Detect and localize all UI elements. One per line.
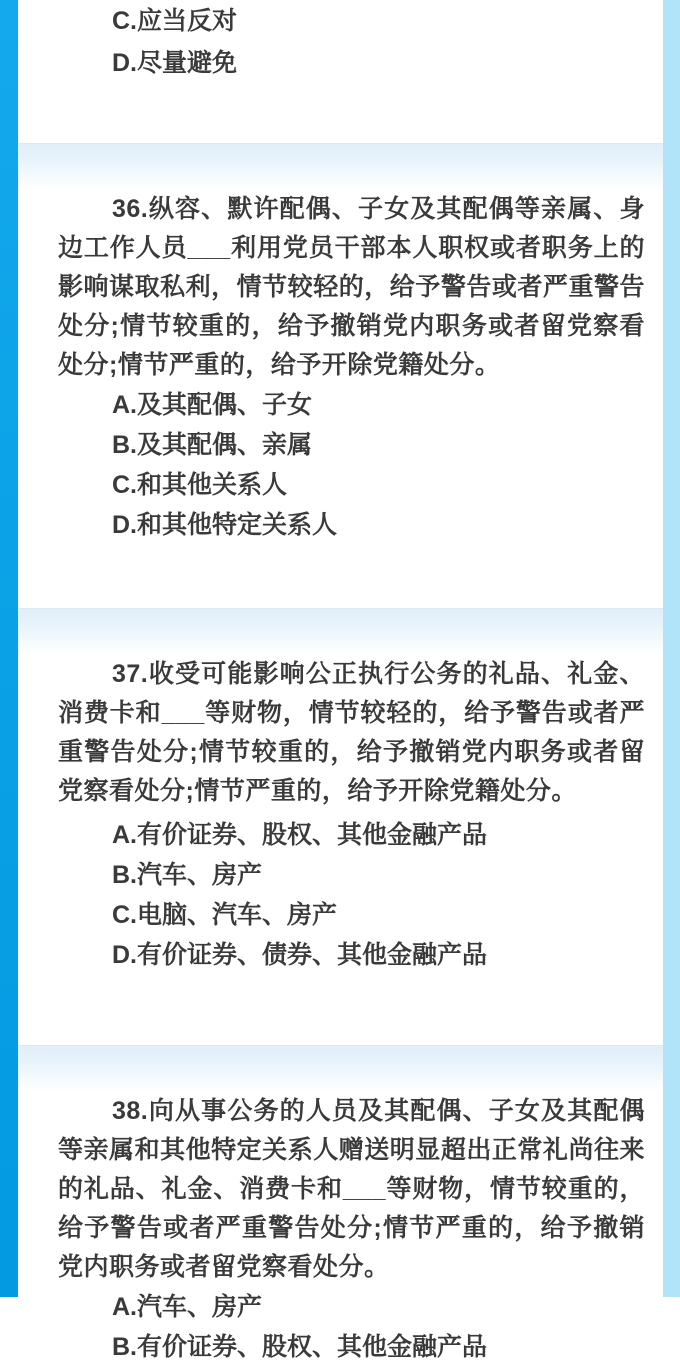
option-list	[18, 385, 663, 545]
section-question-37	[18, 655, 663, 1045]
section-separator	[18, 143, 663, 190]
option-list	[18, 815, 663, 975]
question-text: 37.收受可能影响公正执行公务的礼品、礼金、消费卡和___等财物，情节较轻的，给予警告或者严重警告处分;情节较重的，给予撤销党内职务或者留党察看处分;情节严重的，给予开除党籍处分。	[58, 660, 645, 805]
option-list	[18, 1287, 663, 1367]
left-accent-strip	[0, 0, 18, 1297]
question-text: 36.纵容、默许配偶、子女及其配偶等亲属、身边工作人员___利用党员干部本人职权或者职务上的影响谋取私利，情节较轻的，给予警告或者严重警告处分;情节较重的，给予撤销党内职务或者留党察看处分;情节严重的，给予开除党籍处分。	[58, 195, 645, 379]
option-list	[18, 0, 663, 84]
section-partial-question	[18, 0, 663, 143]
option-a: A.有价证券、股权、其他金融产品	[112, 821, 488, 849]
option-b-clipped: B.有价证券、股权、其他金融产品	[112, 1333, 488, 1361]
option-b: B.汽车、房产	[112, 861, 263, 889]
option-c: C.电脑、汽车、房产	[112, 901, 338, 929]
option-a: A.汽车、房产	[112, 1293, 263, 1321]
option-d: D.有价证券、债券、其他金融产品	[112, 941, 488, 969]
section-separator	[18, 608, 663, 655]
section-separator	[18, 1045, 663, 1092]
option-c: C.和其他关系人	[112, 471, 288, 499]
section-question-38	[18, 1092, 663, 1361]
option-d: D.和其他特定关系人	[112, 511, 338, 539]
section-question-36	[18, 190, 663, 608]
option-d: D.尽量避免	[112, 49, 238, 77]
question-text: 38.向从事公务的人员及其配偶、子女及其配偶等亲属和其他特定关系人赠送明显超出正常礼尚往来的礼品、礼金、消费卡和___等财物，情节较重的，给予警告或者严重警告处分;情节严重的，给予撤销党内职务或者留党察看处分。	[58, 1097, 645, 1281]
right-accent-strip	[663, 0, 680, 1297]
option-c: C.应当反对	[112, 7, 238, 35]
option-b: B.及其配偶、亲属	[112, 431, 313, 459]
option-a: A.及其配偶、子女	[112, 391, 313, 419]
quiz-content-column	[18, 0, 663, 1361]
